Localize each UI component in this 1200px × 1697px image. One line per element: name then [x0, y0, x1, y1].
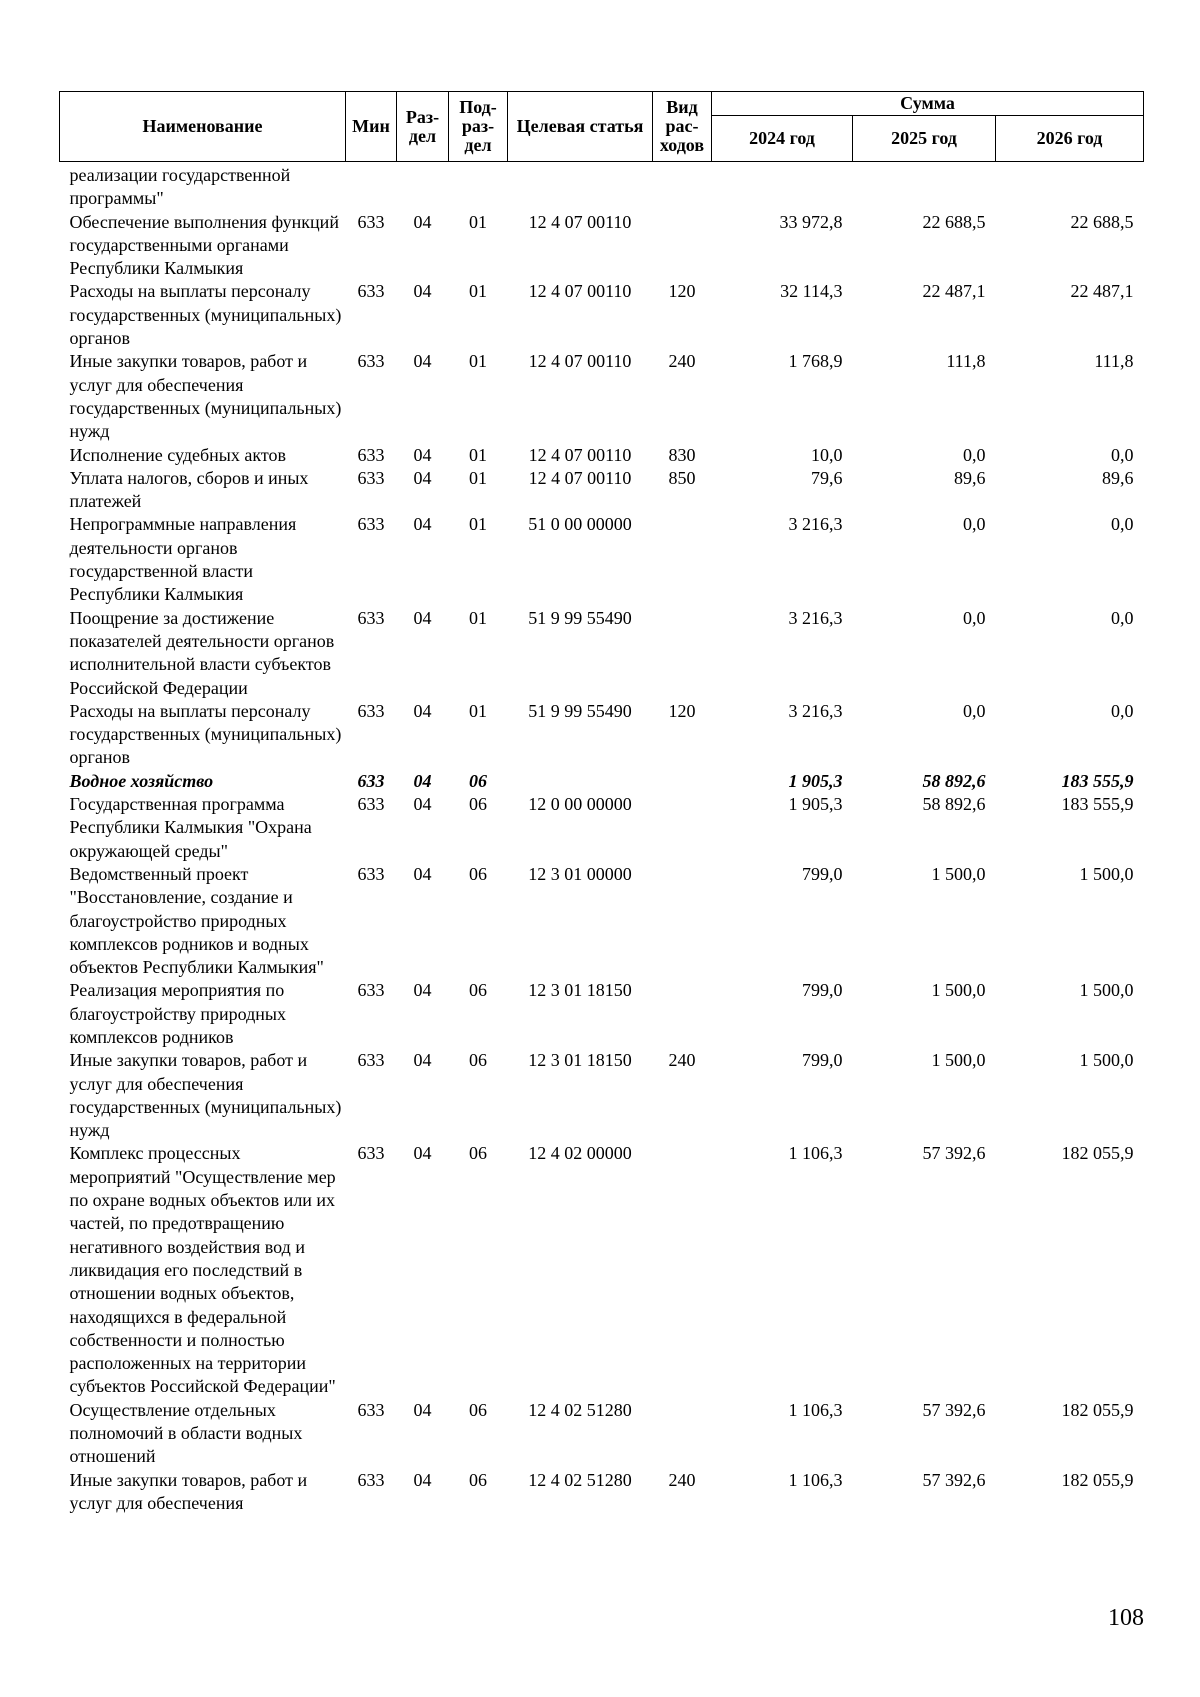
row-podrazdel: 01: [469, 700, 487, 721]
row-sum-2025: 0,0: [963, 444, 986, 465]
row-podrazdel: 06: [469, 863, 487, 884]
row-target-article: 12 4 07 00110: [528, 281, 632, 302]
row-razdel: 04: [413, 444, 432, 465]
row-min: 633: [357, 980, 385, 1001]
row-expense-type: [653, 770, 712, 793]
row-razdel: 04: [413, 863, 432, 884]
row-sum-2024: 3 216,3: [788, 700, 843, 721]
row-sum-2026: 182 055,9: [1061, 1143, 1134, 1164]
row-target-article: [508, 770, 653, 793]
row-sum-2026: 183 555,9: [1061, 794, 1134, 815]
row-name: Иные закупки товаров, работ и услуг для обеспечения государственных (муниципальных) нужд: [69, 1050, 342, 1141]
row-sum-2025: 22 487,1: [922, 281, 986, 302]
row-expense-type: [653, 1142, 712, 1398]
row-target-article: 12 4 02 00000: [528, 1143, 632, 1164]
row-podrazdel: 01: [469, 444, 487, 465]
table-row: [60, 211, 1144, 281]
row-razdel: 04: [413, 1399, 432, 1420]
header-expense-type: Вид рас-ходов: [653, 92, 712, 162]
row-sum-2024: 3 216,3: [788, 514, 843, 535]
row-sum-2024: 1 905,3: [788, 770, 843, 791]
table-row: [60, 1049, 1144, 1142]
row-target-article: 12 0 00 00000: [528, 794, 632, 815]
row-min: 633: [357, 863, 385, 884]
row-sum-2024: [712, 162, 853, 211]
row-sum-2025: 111,8: [946, 351, 986, 372]
row-target-article: 12 3 01 18150: [528, 980, 632, 1001]
row-razdel: 04: [413, 770, 432, 791]
row-sum-2025: 57 392,6: [922, 1469, 986, 1490]
row-name: Реализация мероприятия по благоустройству природных комплексов родников: [69, 980, 287, 1047]
row-podrazdel: 01: [469, 281, 487, 302]
table-row: [60, 162, 1144, 211]
budget-table: [59, 91, 1144, 1515]
row-name: Поощрение за достижение показателей деятельности органов исполнительной власти субъектов Российской Федерации: [69, 607, 335, 698]
row-sum-2024: 799,0: [802, 1050, 843, 1071]
row-sum-2026: 0,0: [1111, 514, 1134, 535]
row-sum-2024: 32 114,3: [780, 281, 843, 302]
row-min: 633: [357, 794, 385, 815]
row-razdel: 04: [413, 514, 432, 535]
row-name: Непрограммные направления деятельности органов государственной власти Республики Калмыкия: [69, 514, 297, 605]
row-min: 633: [357, 281, 385, 302]
row-sum-2024: 1 106,3: [788, 1399, 843, 1420]
header-min: Мин: [346, 92, 397, 162]
row-target-article: 12 4 07 00110: [528, 467, 632, 488]
row-razdel: 04: [413, 281, 432, 302]
row-sum-2026: 0,0: [1111, 700, 1134, 721]
row-sum-2024: 79,6: [811, 467, 843, 488]
row-sum-2024: 1 106,3: [788, 1143, 843, 1164]
row-razdel: 04: [413, 211, 432, 232]
row-sum-2026: 89,6: [1102, 467, 1134, 488]
row-target-article: 12 4 07 00110: [528, 444, 632, 465]
row-podrazdel: 06: [469, 1050, 487, 1071]
row-sum-2026: 1 500,0: [1079, 980, 1134, 1001]
row-target-article: 51 0 00 00000: [528, 514, 632, 535]
row-sum-2024: 33 972,8: [779, 211, 843, 232]
row-podrazdel: 01: [469, 351, 487, 372]
row-razdel: 04: [413, 351, 432, 372]
row-name: Государственная программа Республики Калмыкия "Охрана окружающей среды": [69, 794, 312, 861]
row-sum-2026: 1 500,0: [1079, 1050, 1134, 1071]
header-razdel: Раз-дел: [397, 92, 449, 162]
header-podrazdel: Под-раз-дел: [449, 92, 508, 162]
row-sum-2026: 182 055,9: [1061, 1399, 1134, 1420]
row-name: реализации государственной программы": [69, 165, 291, 209]
row-sum-2025: 57 392,6: [922, 1143, 986, 1164]
row-expense-type: 850: [668, 467, 696, 488]
row-sum-2024: 1 905,3: [788, 794, 843, 815]
row-sum-2025: 1 500,0: [931, 863, 986, 884]
table-row: [60, 1399, 1144, 1469]
header-year-2025: 2025 год: [853, 116, 996, 162]
row-sum-2025: 0,0: [963, 514, 986, 535]
row-sum-2025: 1 500,0: [931, 980, 986, 1001]
row-min: 633: [357, 607, 385, 628]
row-min: 633: [357, 770, 385, 791]
row-sum-2026: [996, 162, 1144, 211]
row-sum-2026: 183 555,9: [1061, 770, 1134, 791]
row-expense-type: 240: [668, 1050, 696, 1071]
row-min: 633: [357, 1143, 385, 1164]
row-razdel: 04: [413, 794, 432, 815]
header-name: Наименование: [60, 92, 346, 162]
row-target-article: 51 9 99 55490: [528, 700, 632, 721]
row-sum-2025: 57 392,6: [922, 1399, 986, 1420]
row-min: 633: [357, 514, 385, 535]
row-sum-2025: 89,6: [954, 467, 986, 488]
row-podrazdel: [449, 162, 508, 211]
header-target-article: Целевая статья: [508, 92, 653, 162]
row-sum-2024: 799,0: [802, 980, 843, 1001]
header-year-2026: 2026 год: [996, 116, 1144, 162]
row-expense-type: [653, 979, 712, 1049]
table-row: [60, 513, 1144, 606]
row-podrazdel: 06: [469, 1399, 487, 1420]
row-name: Водное хозяйство: [69, 770, 214, 791]
table-row: [60, 280, 1144, 350]
row-target-article: 12 3 01 00000: [528, 863, 632, 884]
row-min: 633: [357, 1469, 385, 1490]
row-expense-type: [653, 162, 712, 211]
table-row: [60, 770, 1144, 793]
row-sum-2026: 1 500,0: [1079, 863, 1134, 884]
row-min: 633: [357, 444, 385, 465]
row-sum-2024: 799,0: [802, 863, 843, 884]
row-razdel: 04: [413, 1143, 432, 1164]
row-name: Ведомственный проект "Восстановление, создание и благоустройство природных комплексов родников и водных объектов Республики Калмыкия": [69, 863, 324, 978]
row-name: Обеспечение выполнения функций государственными органами Республики Калмыкия: [69, 211, 339, 279]
row-razdel: 04: [413, 700, 432, 721]
row-name: Комплекс процессных мероприятий "Осуществление мер по охране водных объектов или их частей, по предотвращению негативного воздействия вод и ликвидация его последствий в отношении водных объектов, находящихся в федеральной собственности и полностью расположенных на территории субъектов Российской Федерации": [69, 1143, 336, 1397]
table-row: [60, 979, 1144, 1049]
row-sum-2026: 0,0: [1111, 607, 1134, 628]
row-min: 633: [357, 211, 385, 232]
table-row: [60, 444, 1144, 467]
row-sum-2025: 58 892,6: [922, 770, 986, 791]
row-razdel: 04: [413, 467, 432, 488]
table-row: [60, 1142, 1144, 1398]
row-name: Уплата налогов, сборов и иных платежей: [69, 467, 309, 512]
row-min: 633: [357, 700, 385, 721]
row-sum-2025: 58 892,6: [922, 794, 986, 815]
row-podrazdel: 06: [469, 1469, 487, 1490]
row-name: Расходы на выплаты персоналу государственных (муниципальных) органов: [69, 700, 342, 768]
row-expense-type: [653, 863, 712, 979]
row-sum-2025: 0,0: [963, 607, 986, 628]
row-sum-2026: 182 055,9: [1061, 1469, 1134, 1490]
row-podrazdel: 06: [469, 794, 487, 815]
row-sum-2024: 1 106,3: [788, 1469, 843, 1490]
row-name: Осуществление отдельных полномочий в области водных отношений: [69, 1399, 303, 1467]
row-expense-type: 240: [668, 1469, 696, 1490]
row-expense-type: [653, 1399, 712, 1469]
row-sum-2024: 3 216,3: [788, 607, 843, 628]
table-row: [60, 467, 1144, 514]
row-expense-type: [653, 513, 712, 606]
table-body: [60, 162, 1144, 1516]
row-expense-type: 120: [668, 700, 696, 721]
row-min: 633: [357, 1399, 385, 1420]
row-podrazdel: 01: [469, 211, 487, 232]
header-sum: Сумма: [712, 92, 1144, 116]
table-header: [60, 92, 1144, 162]
table-row: [60, 1469, 1144, 1516]
row-sum-2025: 22 688,5: [922, 211, 986, 232]
row-sum-2025: 1 500,0: [931, 1050, 986, 1071]
row-podrazdel: 01: [469, 607, 487, 628]
row-podrazdel: 06: [469, 770, 487, 791]
row-expense-type: [653, 211, 712, 281]
table-row: [60, 700, 1144, 770]
row-sum-2026: 22 688,5: [1070, 211, 1134, 232]
row-razdel: 04: [413, 607, 432, 628]
header-year-2024: 2024 год: [712, 116, 853, 162]
row-sum-2026: 22 487,1: [1070, 281, 1134, 302]
row-name: Иные закупки товаров, работ и услуг для обеспечения государственных (муниципальных) нужд: [69, 351, 342, 442]
row-sum-2024: 10,0: [811, 444, 843, 465]
row-expense-type: 120: [668, 281, 696, 302]
table-row: [60, 607, 1144, 700]
row-podrazdel: 01: [469, 514, 487, 535]
row-target-article: [508, 162, 653, 211]
row-min: [346, 162, 397, 211]
row-sum-2025: 0,0: [963, 700, 986, 721]
row-min: 633: [357, 467, 385, 488]
row-podrazdel: 01: [469, 467, 487, 488]
row-sum-2026: 0,0: [1111, 444, 1134, 465]
row-target-article: 12 4 07 00110: [528, 351, 632, 372]
row-sum-2026: 111,8: [1094, 351, 1134, 372]
row-target-article: 12 4 07 00110: [528, 211, 632, 232]
row-razdel: 04: [413, 1050, 432, 1071]
page-number: 108: [1108, 1605, 1144, 1631]
row-razdel: 04: [413, 980, 432, 1001]
table-row: [60, 350, 1144, 443]
row-min: 633: [357, 351, 385, 372]
row-name: Иные закупки товаров, работ и услуг для обеспечения: [69, 1469, 308, 1513]
row-razdel: 04: [413, 1469, 432, 1490]
row-target-article: 12 3 01 18150: [528, 1050, 632, 1071]
row-sum-2024: 1 768,9: [788, 351, 843, 372]
row-podrazdel: 06: [469, 1143, 487, 1164]
row-expense-type: 830: [668, 444, 696, 465]
row-razdel: [397, 162, 449, 211]
row-target-article: 12 4 02 51280: [528, 1399, 632, 1420]
row-sum-2025: [853, 162, 996, 211]
row-expense-type: 240: [668, 351, 696, 372]
row-min: 633: [357, 1050, 385, 1071]
table-row: [60, 793, 1144, 863]
table-row: [60, 863, 1144, 979]
row-expense-type: [653, 793, 712, 863]
row-podrazdel: 06: [469, 980, 487, 1001]
row-target-article: 12 4 02 51280: [528, 1469, 632, 1490]
row-name: Расходы на выплаты персоналу государственных (муниципальных) органов: [69, 281, 342, 349]
row-name: Исполнение судебных актов: [69, 444, 287, 465]
row-target-article: 51 9 99 55490: [528, 607, 632, 628]
row-expense-type: [653, 607, 712, 700]
